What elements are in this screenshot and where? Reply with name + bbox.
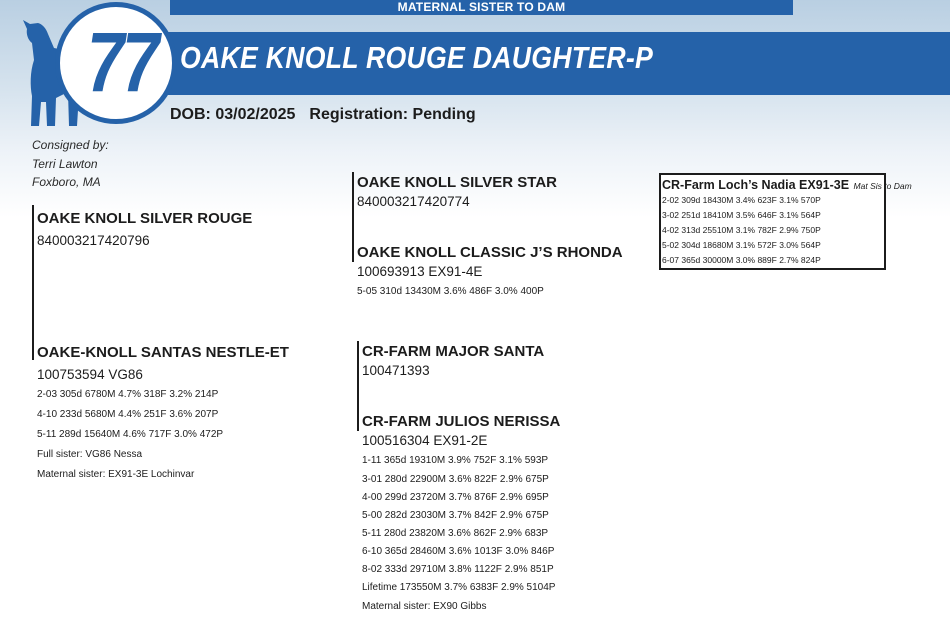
dam-dam-reg: 100516304 EX91-2E — [362, 433, 488, 448]
mat-sis-record: 5-02 304d 18680M 3.1% 572F 3.0% 564P — [662, 240, 821, 250]
maternal-sister-banner: MATERNAL SISTER TO DAM — [170, 0, 793, 15]
dam-dam-lifetime: Lifetime 173550M 3.7% 6383F 2.9% 5104P — [362, 582, 556, 593]
consigner-location: Foxboro, MA — [32, 175, 101, 189]
consigner-name: Terri Lawton — [32, 156, 98, 171]
dam-maternal-sister: Maternal sister: EX91-3E Lochinvar — [37, 469, 195, 480]
dam-dam-record: 5-00 282d 23030M 3.7% 842F 2.9% 675P — [362, 510, 549, 521]
dam-record: 4-10 233d 5680M 4.4% 251F 3.6% 207P — [37, 409, 219, 420]
mat-sis-record: 2-02 309d 18430M 3.4% 623F 3.1% 570P — [662, 195, 821, 205]
dam-name: OAKE-KNOLL SANTAS NESTLE-ET — [37, 344, 289, 361]
mat-sis-tag: Mat Sis to Dam — [853, 181, 912, 191]
sire-name: OAKE KNOLL SILVER ROUGE — [37, 210, 253, 227]
dam-reg: 100753594 VG86 — [37, 367, 143, 382]
mat-sis-heading — [662, 176, 912, 194]
dam-dam-record: 5-11 280d 23820M 3.6% 862F 2.9% 683P — [362, 528, 549, 539]
sire-reg: 840003217420796 — [37, 233, 150, 248]
sire-parents-line — [352, 172, 354, 262]
consigner-label: Consigned by: — [32, 138, 109, 152]
dam-dam-record: 6-10 365d 28460M 3.6% 1013F 3.0% 846P — [362, 546, 555, 557]
consigner — [32, 136, 109, 192]
dob: DOB: 03/02/2025 — [170, 106, 296, 123]
dam-dam-name: CR-FARM JULIOS NERISSA — [362, 413, 561, 430]
dam-dam-maternal-sister: Maternal sister: EX90 Gibbs — [362, 601, 487, 612]
dam-dam-record: 8-02 333d 29710M 3.8% 1122F 2.9% 851P — [362, 564, 554, 575]
sire-dam-record: 5-05 310d 13430M 3.6% 486F 3.0% 400P — [357, 286, 544, 297]
cow-name: OAKE KNOLL ROUGE DAUGHTER-P — [180, 40, 654, 75]
dam-parents-line — [357, 341, 359, 431]
birth-registration-line — [170, 106, 476, 124]
sire-line — [32, 205, 34, 360]
sire-dam-reg: 100693913 EX91-4E — [357, 264, 483, 279]
registration-status: Registration: Pending — [309, 106, 476, 123]
mat-sis-name: CR-Farm Loch’s Nadia EX91-3E — [662, 178, 850, 192]
dam-record: 2-03 305d 6780M 4.7% 318F 3.2% 214P — [37, 389, 219, 400]
dam-record: 5-11 289d 15640M 4.6% 717F 3.0% 472P — [37, 429, 224, 440]
sire-sire-name: OAKE KNOLL SILVER STAR — [357, 174, 558, 191]
lot-number: 77 — [87, 15, 157, 109]
dam-dam-record: 1-11 365d 19310M 3.9% 752F 3.1% 593P — [362, 455, 549, 466]
sire-sire-reg: 840003217420774 — [357, 194, 470, 209]
dam-sire-name: CR-FARM MAJOR SANTA — [362, 343, 545, 360]
mat-sis-record: 3-02 251d 18410M 3.5% 646F 3.1% 564P — [662, 210, 821, 220]
dam-sire-reg: 100471393 — [362, 363, 430, 378]
dam-dam-record: 4-00 299d 23720M 3.7% 876F 2.9% 695P — [362, 492, 549, 503]
mat-sis-record: 6-07 365d 30000M 3.0% 889F 2.7% 824P — [662, 255, 821, 265]
dam-full-sister: Full sister: VG86 Nessa — [37, 449, 143, 460]
mat-sis-record: 4-02 313d 25510M 3.1% 782F 2.9% 750P — [662, 225, 821, 235]
dam-dam-record: 3-01 280d 22900M 3.6% 822F 2.9% 675P — [362, 474, 549, 485]
sire-dam-name: OAKE KNOLL CLASSIC J’S RHONDA — [357, 244, 623, 261]
